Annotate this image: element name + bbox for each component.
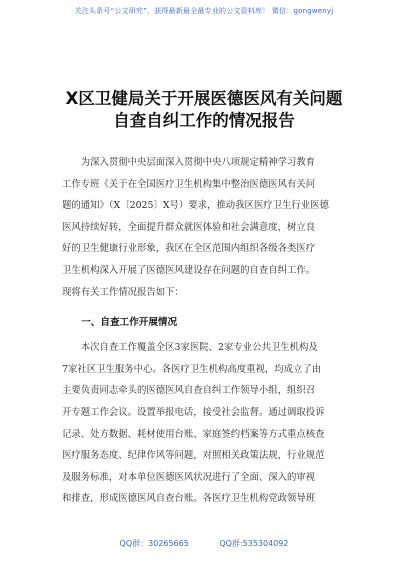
section-1-line: 7家社区卫生服务中心。各医疗卫生机构高度重视，均成立了由	[62, 363, 322, 375]
section-1-paragraph	[62, 337, 352, 510]
section-1-line: 主要负责同志牵头的医德医风自查自纠工作领导小组，组织召	[62, 385, 316, 397]
section-1-line: 本次自查工作覆盖全区3家医院、2家专业公共卫生机构及	[80, 342, 318, 354]
footer-contact	[0, 538, 408, 549]
title-line-1: X区卫健局关于开展医德医风有关问题	[65, 89, 343, 108]
title-line-2: 自查自纠工作的情况报告	[113, 111, 295, 130]
section-1-line: 记录、处方数据、耗材使用台账、家庭签约档案等方式重点核查	[62, 428, 325, 440]
section-1-line: 医疗服务态度、纪律作风等问题，对照相关政策法规，行业规范	[62, 450, 325, 462]
section-1-line: 及服务标准，对本单位医德医风状况进行了全面、深入的审视	[62, 471, 316, 483]
intro-line: 题的通知》（X〔2025〕X号）要求，推动我区医疗卫生行业医德	[62, 200, 329, 212]
qq-group-2: QQ群:535304092	[219, 539, 289, 548]
intro-line: 医风持续好转，全面提升群众就医体验和社会满意度，树立良	[62, 221, 316, 233]
intro-line: 为深入贯彻中央层面深入贯彻中央八项规定精神学习教育	[80, 157, 316, 168]
section-1-line: 开专题工作会议。设置举报电话，接受社会监督。通过调取投诉	[62, 406, 325, 418]
intro-line: 卫生机构深入开展了医德医风建设存在问题的自查自纠工作。	[62, 264, 316, 276]
intro-line: 工作专班《关于在全国医疗卫生机构集中整治医德医风有关问	[62, 178, 316, 190]
document-body	[62, 152, 352, 510]
intro-paragraph	[62, 152, 352, 303]
section-1-line: 和排查，形成医德医风自查台账。各医疗卫生机构党政领导班	[62, 493, 316, 505]
qq-group-1: QQ群：30265665	[119, 539, 189, 548]
section-1-heading: 一、自查工作开展情况	[81, 317, 178, 329]
document-title	[0, 88, 408, 132]
intro-line: 现将有关工作情况报告如下：	[62, 286, 184, 298]
promo-banner: 关注头条号“公文研究”，获得最新最全最专业的公文资料库！ 微信：gongwenyj	[74, 7, 334, 15]
intro-line: 好的卫生健康行业形象，我区在全区范围内组织各级各类医疗	[62, 243, 316, 255]
